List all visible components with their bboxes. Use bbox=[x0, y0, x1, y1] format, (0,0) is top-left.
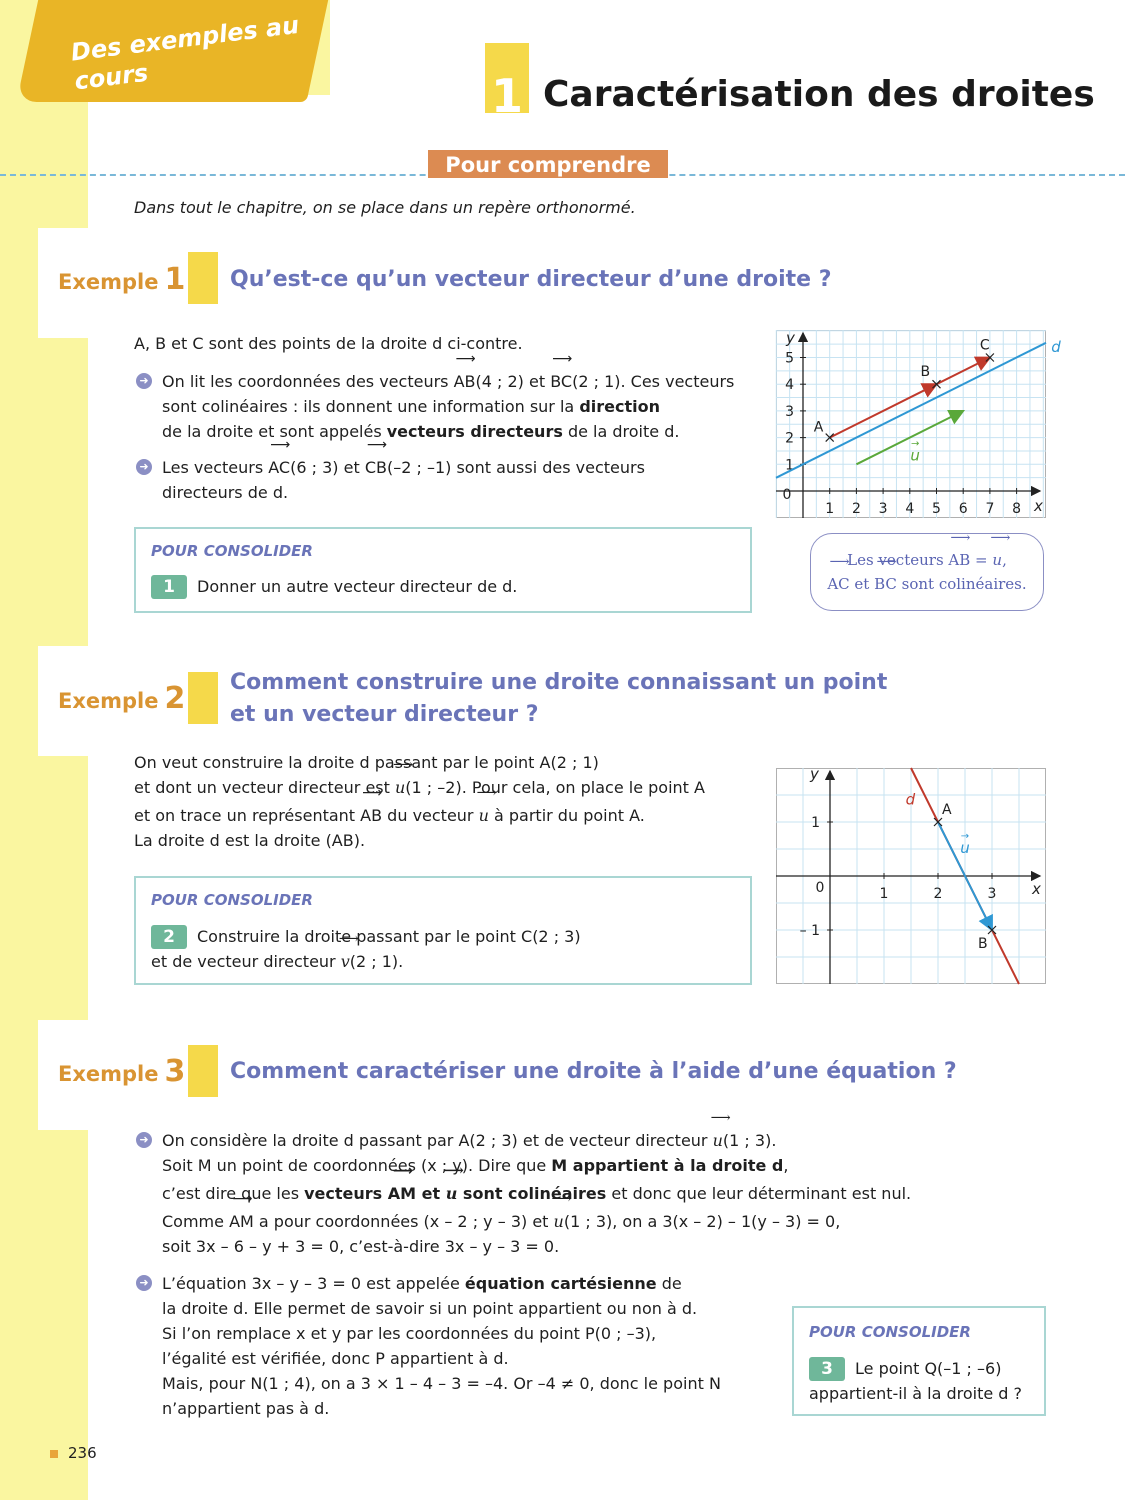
x-tick-label: 4 bbox=[905, 501, 915, 517]
example1-bar bbox=[188, 252, 218, 304]
point-label-A: A bbox=[813, 419, 824, 436]
x-tick-label: 3 bbox=[987, 886, 997, 902]
exercise-3: 3 Le point Q(–1 ; –6) appartient-il à la droite d ? bbox=[809, 1359, 1023, 1403]
consolidate-box-3 bbox=[792, 1306, 1046, 1416]
consolidate-heading: POUR CONSOLIDER bbox=[151, 542, 313, 560]
y-axis-label: y bbox=[810, 765, 819, 783]
arrow-bullet-icon: ➜ bbox=[136, 373, 152, 389]
arrow-bullet-icon: ➜ bbox=[136, 1275, 152, 1291]
x-tick-label: 7 bbox=[985, 501, 995, 517]
intro-text: Dans tout le chapitre, on se place dans un repère orthonormé. bbox=[134, 198, 636, 217]
example1-question: Qu’est-ce qu’un vecteur directeur d’une droite ? bbox=[230, 267, 832, 292]
example2-question: Comment construire une droite connaissant un point et un vecteur directeur ? bbox=[230, 670, 888, 727]
x-tick-label: 8 bbox=[1012, 501, 1022, 517]
x-axis-label: x bbox=[1032, 880, 1041, 898]
chart-vector-line-2 bbox=[776, 765, 1046, 984]
example2-bar bbox=[188, 672, 218, 724]
ribbon-text: Des exemples au cours bbox=[69, 10, 301, 96]
exercise-number: 2 bbox=[151, 925, 187, 949]
point-label-C: C bbox=[979, 337, 990, 354]
y-tick-label: 1 bbox=[785, 457, 794, 474]
example3-bullet2: ➜ L’équation 3x – y – 3 = 0 est appelée équation cartésienne de la droite d. Elle permet de savoir si un point appartient ou non à d. Si l’on remplace x et y par les coordonnées du point P(0 ; –3), l’égalité est vérifiée, donc P appartient à d. Mais, pour N(1 ; 4), on a 3 × 1 – 4 – 3 = –4. Or –4 ≠ 0, donc le point N n’appartient pas à d. bbox=[162, 1271, 962, 1421]
chart-vector-line-1 bbox=[776, 329, 1061, 518]
y-axis-label: y bbox=[786, 329, 795, 347]
x-tick-label: 2 bbox=[851, 501, 861, 517]
example3-bullet1: ➜ On considère la droite d passant par A(2 ; 3) et de vecteur directeur ⟶ u(1 ; 3). Soit M un point de coordonnées (x ; y). Dire que M appartient à la droite d, c’est dire que les vecteurs ⟶ AM et ⟶ u sont colinéaires et donc que leur déterminant est nul. Comme ⟶ AM a pour coordonnées (x – 2 ; y – 3) et ⟶ u(1 ; 3), on a 3(x – 2) – 1(y – 3) = 0, soit 3x – 6 – y + 3 = 0, c’est-à-dire 3x – y – 3 = 0. bbox=[162, 1128, 962, 1259]
origin-label: 0 bbox=[815, 880, 825, 896]
x-tick-label: 2 bbox=[933, 886, 943, 902]
x-tick-label: 3 bbox=[878, 501, 888, 517]
point-label-A: A bbox=[942, 802, 952, 818]
y-tick-label: 2 bbox=[785, 430, 794, 447]
point-label-B: B bbox=[920, 364, 931, 381]
example2-label: Exemple 2 bbox=[58, 681, 186, 716]
vector-u-label: u bbox=[960, 839, 970, 857]
consolidate-heading: POUR CONSOLIDER bbox=[151, 891, 313, 909]
example1-intro: A, B et C sont des points de la droite d ci-contre. bbox=[134, 334, 523, 353]
page-number: 236 bbox=[50, 1444, 97, 1462]
y-tick-label: 4 bbox=[785, 377, 794, 394]
vector-u-arrow-icon: → bbox=[960, 831, 970, 842]
exercise-1: 1 Donner un autre vecteur directeur de d. bbox=[151, 574, 517, 599]
y-tick-label: 5 bbox=[785, 350, 794, 367]
pour-comprendre-label: Pour comprendre bbox=[428, 150, 668, 178]
x-axis-label: x bbox=[1034, 497, 1043, 515]
page-marker-icon bbox=[50, 1450, 58, 1458]
line-d-label: d bbox=[905, 790, 916, 809]
example2-body: On veut construire la droite d passant par le point A(2 ; 1) et dont un vecteur directeur est ⟶ u(1 ; –2). Pour cela, on place le point A et on trace un représentant ⟶ AB du vecteur ⟶ u à partir du point A. La droite d est la droite (AB). bbox=[134, 750, 774, 853]
example1-bullet1: ➜ On lit les coordonnées des vecteurs ⟶ AB(4 ; 2) et ⟶ BC(2 ; 1). Ces vecteurs sont colinéaires : ils donnent une information sur la direction de la droite et sont appelés vecteurs directeurs de la droite d. bbox=[162, 369, 774, 444]
exercise-number: 1 bbox=[151, 575, 187, 599]
exercise-number: 3 bbox=[809, 1357, 845, 1381]
point-label-B: B bbox=[978, 936, 988, 952]
x-tick-label: 5 bbox=[932, 501, 941, 517]
example3-question: Comment caractériser une droite à l’aide d’une équation ? bbox=[230, 1059, 957, 1084]
x-tick-label: 6 bbox=[958, 501, 968, 517]
y-tick-label: – 1 bbox=[799, 923, 820, 939]
arrow-bullet-icon: ➜ bbox=[136, 1132, 152, 1148]
vector-u-label: u bbox=[910, 446, 920, 465]
arrow-bullet-icon: ➜ bbox=[136, 459, 152, 475]
line-d-label: d bbox=[1051, 338, 1061, 357]
page-title: Caractérisation des droites bbox=[543, 74, 1095, 115]
example3-bar bbox=[188, 1045, 218, 1097]
example1-body bbox=[134, 331, 774, 505]
margin-note: Les vecteurs ⟶ AB = ⟶ u, ⟶ AC et ⟶ BC sont colinéaires. bbox=[810, 533, 1044, 611]
example3-label: Exemple 3 bbox=[58, 1054, 186, 1089]
vector-u-arrow-icon: → bbox=[910, 438, 920, 450]
section-number: 1 bbox=[485, 43, 529, 113]
consolidate-heading: POUR CONSOLIDER bbox=[809, 1323, 971, 1341]
y-tick-label: 1 bbox=[811, 815, 820, 831]
consolidate-box-1 bbox=[134, 527, 752, 613]
exercise-2: 2 Construire la droite passant par le point C(2 ; 3) et de vecteur directeur ⟶ v(2 ; 1). bbox=[151, 924, 581, 974]
origin-label: 0 bbox=[782, 487, 792, 503]
x-tick-label: 1 bbox=[825, 501, 835, 517]
example1-label: Exemple 1 bbox=[58, 262, 186, 297]
example1-bullet2: ➜ Les vecteurs ⟶ AC(6 ; 3) et ⟶ CB(–2 ; –1) sont aussi des vecteurs directeurs de d. bbox=[162, 455, 774, 505]
consolidate-box-2 bbox=[134, 876, 752, 985]
y-tick-label: 3 bbox=[785, 403, 794, 420]
x-tick-label: 1 bbox=[879, 886, 889, 902]
